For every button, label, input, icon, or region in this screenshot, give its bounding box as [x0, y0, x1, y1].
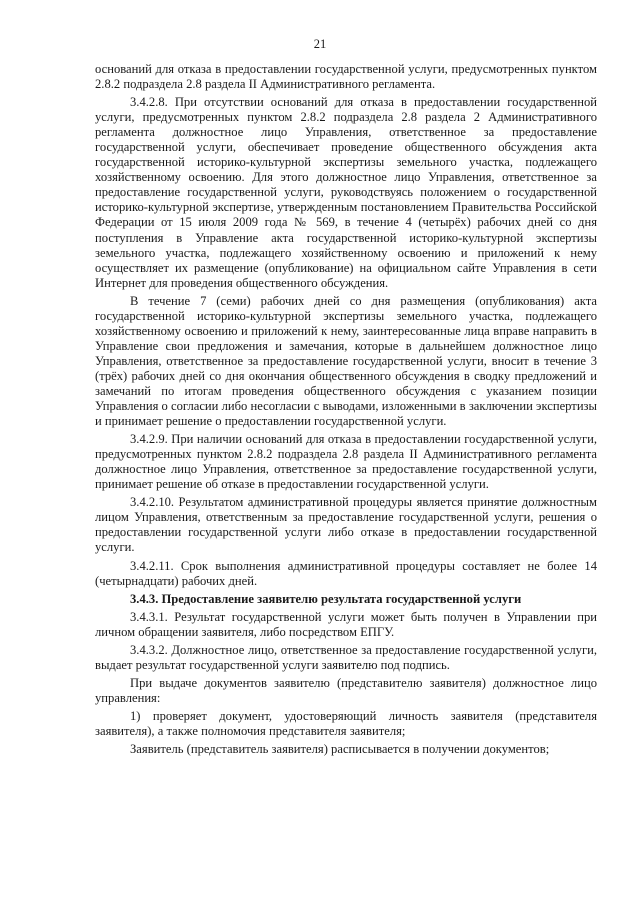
- paragraph-continuation: оснований для отказа в предоставлении государственной услуги, предусмотренных пунктом 2.8.2 подраздела 2.8 раздела II Административного регламента.: [95, 62, 597, 92]
- list-item-1: 1) проверяет документ, удостоверяющий личность заявителя (представителя заявителя), а также полномочия представителя заявителя;: [95, 708, 597, 738]
- paragraph-3-4-3-2: 3.4.3.2. Должностное лицо, ответственное за предоставление государственной услуги, выдает результат государственной услуги заявителю под подпись.: [95, 642, 597, 672]
- paragraph-issuance: При выдаче документов заявителю (представителю заявителя) должностное лицо управления:: [95, 675, 597, 705]
- paragraph-3-4-3-1: 3.4.3.1. Результат государственной услуги может быть получен в Управлении при личном обращении заявителя, либо посредством ЕПГУ.: [95, 609, 597, 639]
- paragraph-3-4-2-10: 3.4.2.10. Результатом административной процедуры является принятие должностным лицом Управления, ответственным за предоставление государственной услуги, решения о предоставлении государственной услуги либо отказе в предоставлении государственной услуги.: [95, 495, 597, 555]
- paragraph-3-4-2-11: 3.4.2.11. Срок выполнения административной процедуры составляет не более 14 (четырнадцати) рабочих дней.: [95, 558, 597, 588]
- paragraph-3-4-2-9: 3.4.2.9. При наличии оснований для отказа в предоставлении государственной услуги, предусмотренных пунктом 2.8.2 подраздела 2.8 раздела II Административного регламента должностное лицо Управления, ответственное за предоставление государственной услуги, принимает решение об отказе в предоставлении государственной услуги.: [95, 432, 597, 492]
- paragraph-signature: Заявитель (представитель заявителя) расписывается в получении документов;: [130, 742, 550, 757]
- paragraph-3-4-2-8: 3.4.2.8. При отсутствии оснований для отказа в предоставлении государственной услуги, предусмотренных пунктом 2.8.2 подраздела 2.8 раздела 2 Административного регламента должностное лицо Управления, ответственное за предоставление государственной услуги, обеспечивает проведение общественного обсуждения акта государственной историко-культурной экспертизы земельного участка, подлежащего хозяйственному освоению. Для этого должностное лицо Управления, ответственное за предоставление государственной услуги, руководствуясь положением о государственной историко-культурной экспертизе, утвержденным постановлением Правительства Российской Федерации от 15 июля 2009 года № 569, в течение 4 (четырёх) рабочих дней со дня поступления в Управление акта государственной историко-культурной экспертизы земельного участка, подлежащего хозяйственному освоению и приложений к нему осуществляет их размещение (опубликование) на официальном сайте Управления в сети Интернет для проведения общественного обсуждения.: [95, 95, 597, 290]
- paragraph-public-discussion: В течение 7 (семи) рабочих дней со дня размещения (опубликования) акта государственной историко-культурной экспертизы земельного участка, подлежащего хозяйственному освоению и приложений к нему, заинтересованные лица вправе направить в Управление свои предложения и замечания, которые в дальнейшем должностное лицо Управления, ответственное за предоставление государственной услуги, вносит в течение 3 (трёх) рабочих дней со дня окончания общественного обсуждения в сводку предложений и замечаний по итогам проведения общественного обсуждения с указанием позиции Управления о согласии либо несогласии с выводами, изложенными в заключении экспертизы и принимает решение о предоставлении государственной услуги.: [95, 293, 597, 429]
- section-heading-3-4-3: 3.4.3. Предоставление заявителю результата государственной услуги: [130, 591, 522, 606]
- page-number: 21: [313, 37, 327, 51]
- document-body: [95, 62, 597, 760]
